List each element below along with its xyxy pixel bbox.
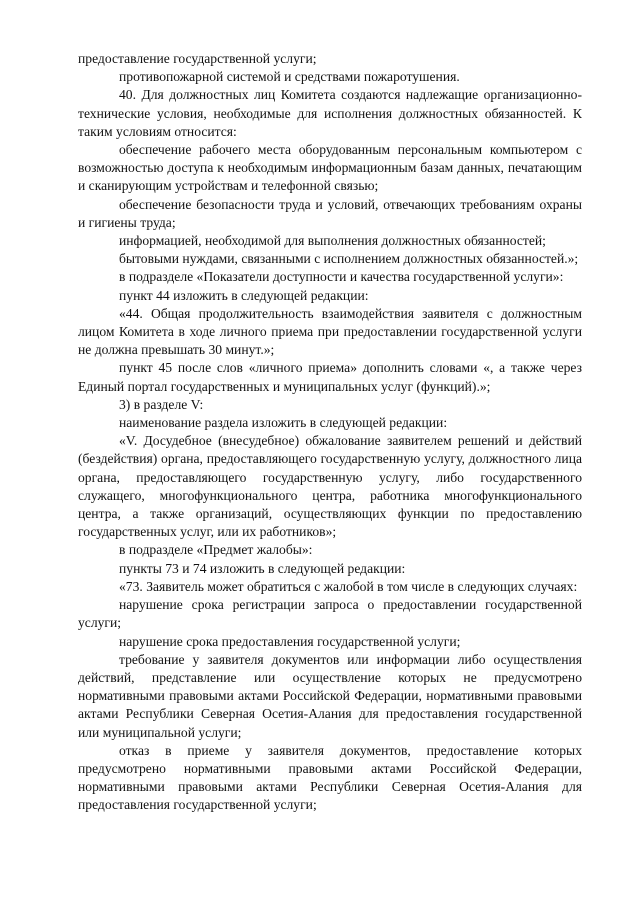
paragraph-5: информацией, необходимой для выполнения должностных обязанностей; xyxy=(119,233,546,249)
paragraph-8: пункт 44 изложить в следующей редакции: xyxy=(119,287,369,303)
paragraph-14: в подразделе «Предмет жалобы»: xyxy=(119,542,313,558)
paragraph-3: обеспечение рабочего места оборудованным персональным компьютером с возможностью доступа к необходимым информационным базам данных, печатающим и сканирующим устройствам и телефонной связью; xyxy=(78,142,582,194)
paragraph-19: требование у заявителя документов или информации либо осуществления действий, представление или осуществление которых не предусмотрено нормативными правовыми актами Российской Федерации, нормативными правовыми актами Республики Северная Осетия-Алания для предоставления государственной или муниципальной услуги; xyxy=(78,651,582,740)
paragraph-6: бытовыми нуждами, связанными с исполнением должностных обязанностей.»; xyxy=(119,251,579,267)
paragraph-9: «44. Общая продолжительность взаимодействия заявителя с должностным лицом Комитета в ходе личного приема при предоставлении государственной услуги не должна превышать 30 минут.»; xyxy=(78,305,582,358)
paragraph-10: пункт 45 после слов «личного приема» дополнить словами «, а также через Единый портал государственных и муниципальных услуг (функций).»; xyxy=(78,360,582,394)
paragraph-16: «73. Заявитель может обратиться с жалобой в том числе в следующих случаях: xyxy=(119,578,578,594)
paragraph-12: наименование раздела изложить в следующей редакции: xyxy=(119,415,448,431)
paragraph-17: нарушение срока регистрации запроса о предоставлении государственной услуги; xyxy=(78,597,582,631)
paragraph-1: противопожарной системой и средствами пожаротушения. xyxy=(119,69,460,85)
paragraph-18: нарушение срока предоставления государственной услуги; xyxy=(119,633,461,649)
paragraph-0: предоставление государственной услуги; xyxy=(78,51,317,66)
paragraph-7: в подразделе «Показатели доступности и качества государственной услуги»: xyxy=(119,269,564,285)
paragraph-13: «V. Досудебное (внесудебное) обжалование заявителем решений и действий (бездействия) органа, предоставляющего государственную услугу, должностного лица органа, предоставляющего государственную услугу, либо государственного служащего, многофункционального центра, работника многофункционального центра, а также организаций, осуществляющих функции по предоставлению государственных услуг, или их работников»; xyxy=(78,433,582,540)
paragraph-2: 40. Для должностных лиц Комитета создаются надлежащие организационно-технические условия, необходимые для исполнения должностных обязанностей. К таким условиям относится: xyxy=(78,87,582,139)
paragraph-20: отказ в приеме у заявителя документов, предоставление которых предусмотрено нормативными правовыми актами Российской Федерации, нормативными правовыми актами Республики Северная Осетия-Алания для предоставления государственной услуги; xyxy=(78,742,582,813)
paragraph-15: пункты 73 и 74 изложить в следующей редакции: xyxy=(119,560,406,576)
paragraph-4: обеспечение безопасности труда и условий, отвечающих требованиям охраны и гигиены труда; xyxy=(78,196,582,230)
paragraph-11: 3) в разделе V: xyxy=(119,396,204,412)
document-page xyxy=(78,50,582,815)
